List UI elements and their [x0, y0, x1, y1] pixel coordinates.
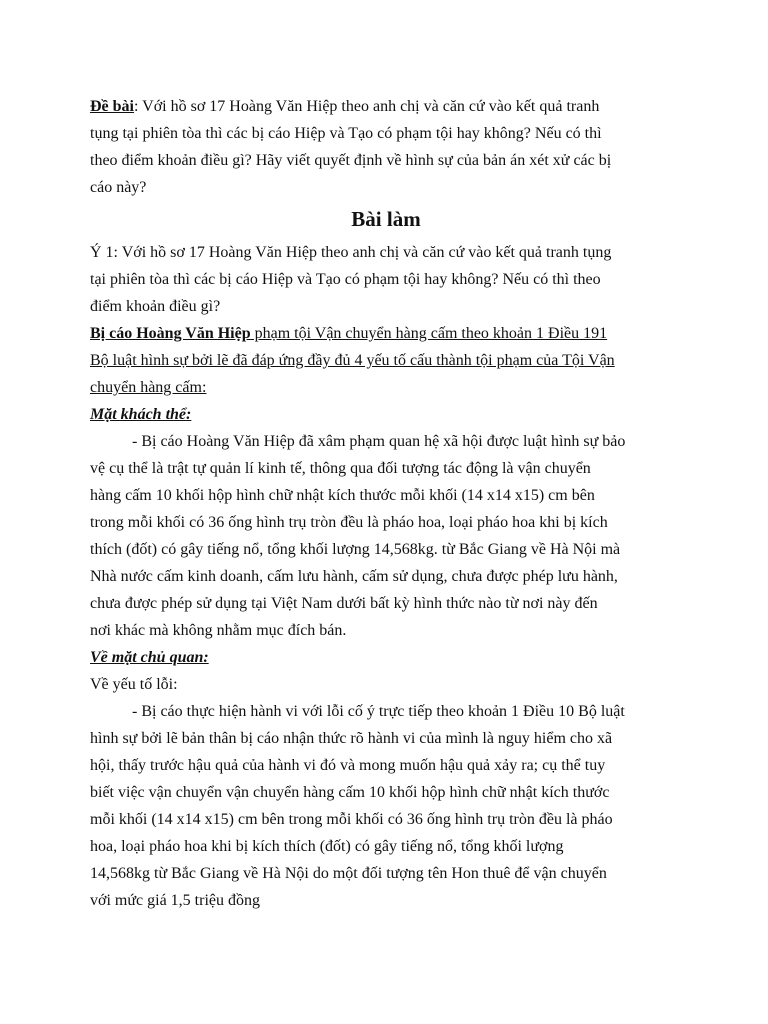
subjective-heading-line [90, 644, 682, 671]
objective-line: trong mỗi khối có 36 ống hình trụ tròn đều là pháo hoa, loại pháo hoa khi bị kích [90, 514, 608, 531]
defendant-line-1 [90, 320, 682, 347]
objective-line: hàng cấm 10 khối hộp hình chữ nhật kích thước mỗi khối (14 x14 x15) cm bên [90, 487, 595, 504]
subjective-line: với mức giá 1,5 triệu đồng [90, 892, 260, 909]
objective-heading: Mặt khách thể: [90, 406, 192, 423]
question-label: Đề bài [90, 98, 134, 115]
objective-line: Nhà nước cấm kinh doanh, cấm lưu hành, cấm sử dụng, chưa được phép lưu hành, [90, 568, 618, 585]
document-title: Bài làm [351, 207, 421, 231]
section1-line-1: Ý 1: Với hồ sơ 17 Hoàng Văn Hiệp theo anh chị và căn cứ vào kết quả tranh tụng [90, 244, 612, 261]
defendant-line-3: chuyển hàng cấm: [90, 379, 207, 396]
subjective-line: hội, thấy trước hậu quả của hành vi đó và mong muốn hậu quả xảy ra; cụ thể tuy [90, 757, 606, 774]
subjective-line: hình sự bởi lẽ bản thân bị cáo nhận thức rõ hành vi của mình là nguy hiểm cho xã [90, 730, 613, 747]
question-line-3: theo điểm khoản điều gì? Hãy viết quyết định về hình sự của bản án xét xử các bị [90, 152, 612, 169]
defendant-text-1: phạm tội Vận chuyển hàng cấm theo khoản 1 Điều 191 [250, 325, 608, 342]
objective-line: chưa được phép sử dụng tại Việt Nam dưới bất kỳ hình thức nào từ nơi này đến [90, 595, 598, 612]
subjective-line: - Bị cáo thực hiện hành vi với lỗi cố ý trực tiếp theo khoản 1 Điều 10 Bộ luật [132, 703, 625, 720]
objective-line: nơi khác mà không nhằm mục đích bán. [90, 622, 347, 639]
objective-line: thích (đốt) có gây tiếng nổ, tổng khối lượng 14,568kg. từ Bắc Giang về Hà Nội mà [90, 541, 621, 558]
section1-line-3: điểm khoản điều gì? [90, 298, 221, 315]
subjective-heading: Về mặt chủ quan: [90, 649, 209, 666]
defendant-name: Bị cáo Hoàng Văn Hiệp [90, 325, 251, 342]
objective-heading-line [90, 401, 682, 428]
question-line-2: tụng tại phiên tòa thì các bị cáo Hiệp và Tạo có phạm tội hay không? Nếu có thì [90, 125, 602, 142]
section1-line-2: tại phiên tòa thì các bị cáo Hiệp và Tạo có phạm tội hay không? Nếu có thì theo [90, 271, 601, 288]
subjective-line: hoa, loại pháo hoa khi bị kích thích (đốt) có gây tiếng nổ, tổng khối lượng [90, 838, 564, 855]
subjective-line: biết việc vận chuyển vận chuyển hàng cấm 10 khối hộp hình chữ nhật kích thước [90, 784, 610, 801]
defendant-line-2: Bộ luật hình sự bởi lẽ đã đáp ứng đầy đủ 4 yếu tố cấu thành tội phạm của Tội Vận [90, 352, 615, 369]
fault-label: Về yếu tố lỗi: [90, 676, 178, 693]
subjective-line: mỗi khối (14 x14 x15) cm bên trong mỗi khối có 36 ống hình trụ tròn đều là pháo [90, 811, 613, 828]
question-line-4: cáo này? [90, 179, 147, 196]
objective-line: - Bị cáo Hoàng Văn Hiệp đã xâm phạm quan hệ xã hội được luật hình sự bảo [132, 433, 626, 450]
objective-line: vệ cụ thể là trật tự quản lí kinh tế, thông qua đối tượng tác động là vận chuyển [90, 460, 591, 477]
document-page [90, 93, 682, 914]
question-text-1: : Với hồ sơ 17 Hoàng Văn Hiệp theo anh chị và căn cứ vào kết quả tranh [134, 98, 600, 115]
subjective-line: 14,568kg từ Bắc Giang về Hà Nội do một đối tượng tên Hon thuê để vận chuyển [90, 865, 607, 882]
question-line-1 [90, 93, 682, 120]
